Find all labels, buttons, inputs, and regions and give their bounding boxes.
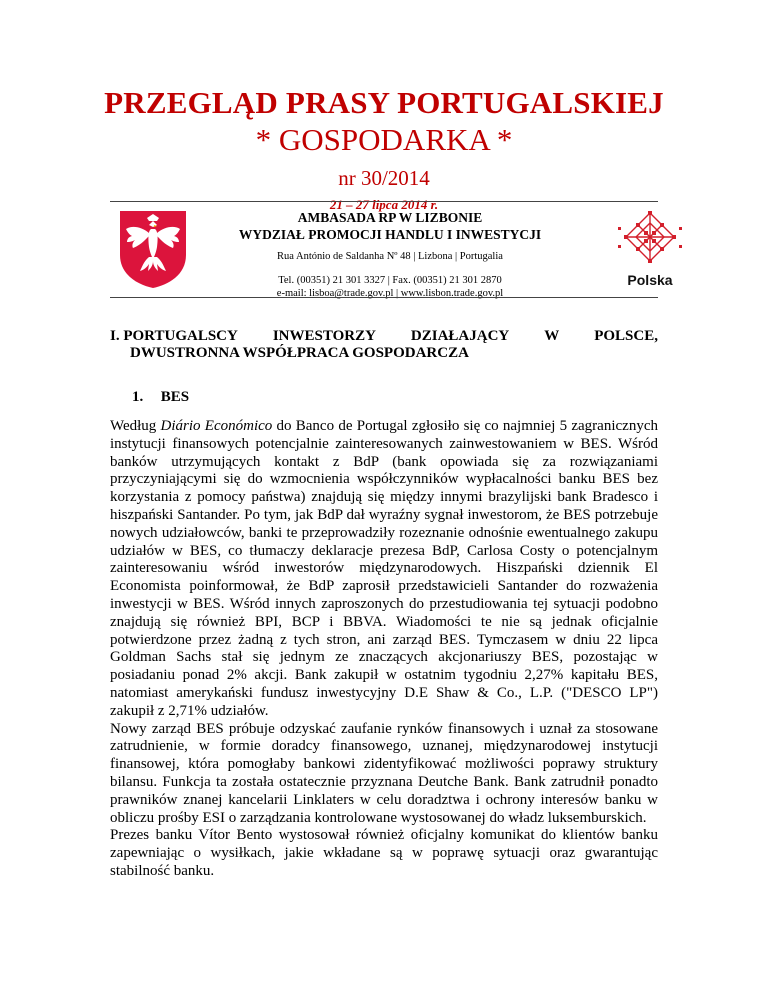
section-heading-word: POLSCE, [594, 328, 658, 344]
section-heading-line2: DWUSTRONNA WSPÓŁPRACA GOSPODARCZA [130, 345, 469, 361]
section-heading-word: I. PORTUGALSCY [110, 328, 238, 344]
embassy-address: Rua António de Saldanha Nº 48 | Lizbona | Portugalia [277, 251, 503, 262]
section-heading-word: W [544, 328, 560, 344]
subsection-heading [132, 389, 189, 406]
section-heading-word: INWESTORZY [272, 328, 376, 344]
embassy-phone: Tel. (00351) 21 301 3327 | Fax. (00351) 21 301 2870 [278, 275, 502, 286]
embassy-info [190, 209, 590, 300]
article-body [110, 418, 658, 881]
issue-number: nr 30/2014 [338, 166, 430, 190]
embassy-name: AMBASADA RP W LIZBONIE [297, 210, 483, 225]
polska-logo [614, 209, 686, 293]
header-divider-top [110, 201, 658, 202]
section-heading [110, 328, 658, 362]
section-heading-word: DZIAŁAJĄCY [410, 328, 510, 344]
polska-logo-text: Polska [627, 272, 673, 288]
document-header [0, 84, 768, 214]
embassy-email: e-mail: lisboa@trade.gov.pl | www.lisbon.trade.gov.pl [276, 288, 504, 299]
article-paragraph: Prezes banku Vítor Bento wystosował również oficjalny komunikat do klientów banku zapewniając o wysiłkach, jakie wkładane są w poprawę sytuacji oraz gwarantując stabilność banku. [110, 827, 658, 879]
document-title: PRZEGLĄD PRASY PORTUGALSKIEJ [104, 85, 664, 120]
article-paragraph: Według Diário Económico do Banco de Portugal zgłosiło się co najmniej 5 zagranicznych instytucji finansowych potencjalnie zainteresowanych zainwestowaniem w BES. Wśród banków utrzymujących kontakt z BdP (bank opowiada się za rozwiązaniami przyczyniającymi się do wzmocnienia współczynników wypłacalności banku BES bez korzystania z pomocy państwa) znajdują się między innymi brazylijski bank Bradesco i hiszpański Santander. Po tym, jak BdP dał wyraźny sygnał inwestorom, że BES potrzebuje nowych udziałowców, banki te przeprowadziły rozeznanie odnośnie ewentualnego zakupu udziałów w BES, co tłumaczy deklaracje prezesa BdP, Carlosa Costy o potencjalnym zainteresowaniu wśród inwestorów międzynarodowych. Hiszpański dziennik El Economista poinformował, że BdP zaprosił przedstawicieli Santander do rozważenia inwestycji w BES. Wśród innych zaproszonych do przestudiowania tej sytuacji podobno znajdują się również BPI, BCP i BBVA. Wiadomości te nie są jednak oficjalnie potwierdzone przez żadną z tych stron, ani zarząd BES. Tymczasem w dniu 22 lipca Goldman Sachs stał się jednym ze znaczących akcjonariuszy BES, pozostając w posiadaniu ponad 2% akcji. Bank zakupił w ostatnim tygodniu 2,27% kapitału BES, natomiast amerykański fundusz inwestycyjny D.E Shaw & Co., L.P. ("DESCO LP") zakupił z 2,71% udziałów. [110, 418, 658, 719]
subsection-title: BES [160, 389, 190, 405]
polish-eagle-emblem [118, 209, 188, 289]
subsection-number: 1. [132, 389, 144, 405]
embassy-department: WYDZIAŁ PROMOCJI HANDLU I INWESTYCJI [238, 227, 542, 242]
date-range: 21 – 27 lipca 2014 r. [329, 197, 439, 212]
source-name: Diário Económico [160, 418, 273, 434]
article-paragraph: Nowy zarząd BES próbuje odzyskać zaufanie rynków finansowych i uznał za stosowane zatrudnienie, w formie doradcy finansowego, uznanej, międzynarodowej instytucji finansowej, która pomogłaby bankowi zidentyfikować możliwości poprawy struktury bilansu. Funkcja ta została ostatecznie przyznana Deutche Bank. Bank zatrudnił ponadto prawników znanej kancelarii Linklaters w celu doradztwa i ochrony interesów banku w obliczu prośby ESI o zarządzania kontrolowane wystosowanej do władz luksemburskich. [110, 720, 658, 826]
header-divider-bottom [110, 297, 658, 298]
document-subtitle: * GOSPODARKA * [255, 122, 513, 157]
